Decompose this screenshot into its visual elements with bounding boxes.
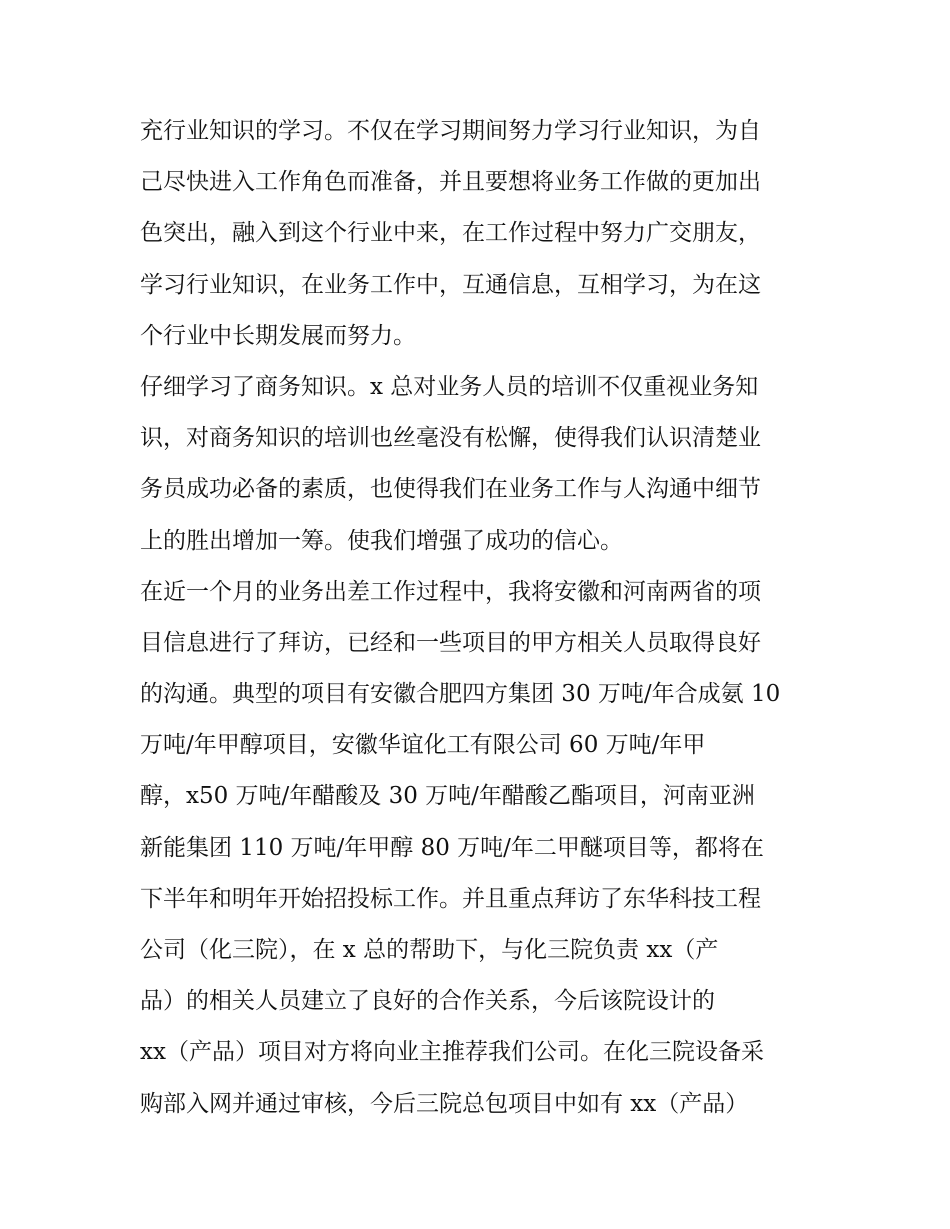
text-line: 充行业知识的学习。不仅在学习期间努力学习行业知识，为自 — [140, 118, 761, 144]
text-line: 务员成功必备的素质，也使得我们在业务工作与人沟通中细节 — [140, 476, 761, 503]
text-line: 下半年和明年开始招投标工作。并且重点拜访了东华科技工程 — [140, 885, 761, 912]
text-line: 公司（化三院），在 x 总的帮助下，与化三院负责 xx（产 — [140, 937, 719, 963]
text-line: 的沟通。典型的项目有安徽合肥四方集团 30 万吨/年合成氨 10 — [140, 681, 781, 708]
text-line: 万吨/年甲醇项目，安徽华谊化工有限公司 60 万吨/年甲 — [140, 732, 706, 759]
text-line: 新能集团 110 万吨/年甲醇 80 万吨/年二甲醚项目等，都将在 — [140, 834, 764, 861]
text-line: 上的胜出增加一筹。使我们增强了成功的信心。 — [140, 527, 623, 554]
text-line: 仔细学习了商务知识。x 总对业务人员的培训不仅重视业务知 — [140, 373, 759, 400]
text-line: 己尽快进入工作角色而准备，并且要想将业务工作做的更加出 — [140, 169, 761, 196]
text-line: 醇，x50 万吨/年醋酸及 30 万吨/年醋酸乙酯项目，河南亚洲 — [140, 783, 755, 810]
text-line: 在近一个月的业务出差工作过程中，我将安徽和河南两省的项 — [140, 578, 761, 605]
text-line: 个行业中长期发展而努力。 — [140, 322, 416, 349]
body-text — [140, 106, 830, 1130]
text-line: 学习行业知识，在业务工作中，互通信息，互相学习，为在这 — [140, 271, 761, 298]
text-line: 色突出，融入到这个行业中来，在工作过程中努力广交朋友， — [140, 220, 761, 247]
text-line: 识，对商务知识的培训也丝毫没有松懈，使得我们认识清楚业 — [140, 425, 761, 452]
text-line: 目信息进行了拜访，已经和一些项目的甲方相关人员取得良好 — [140, 629, 761, 656]
text-line: xx（产品）项目对方将向业主推荐我们公司。在化三院设备采 — [140, 1039, 764, 1066]
text-line: 购部入网并通过审核，今后三院总包项目中如有 xx（产品） — [140, 1090, 749, 1117]
text-line: 品）的相关人员建立了良好的合作关系，今后该院设计的 — [140, 988, 715, 1015]
